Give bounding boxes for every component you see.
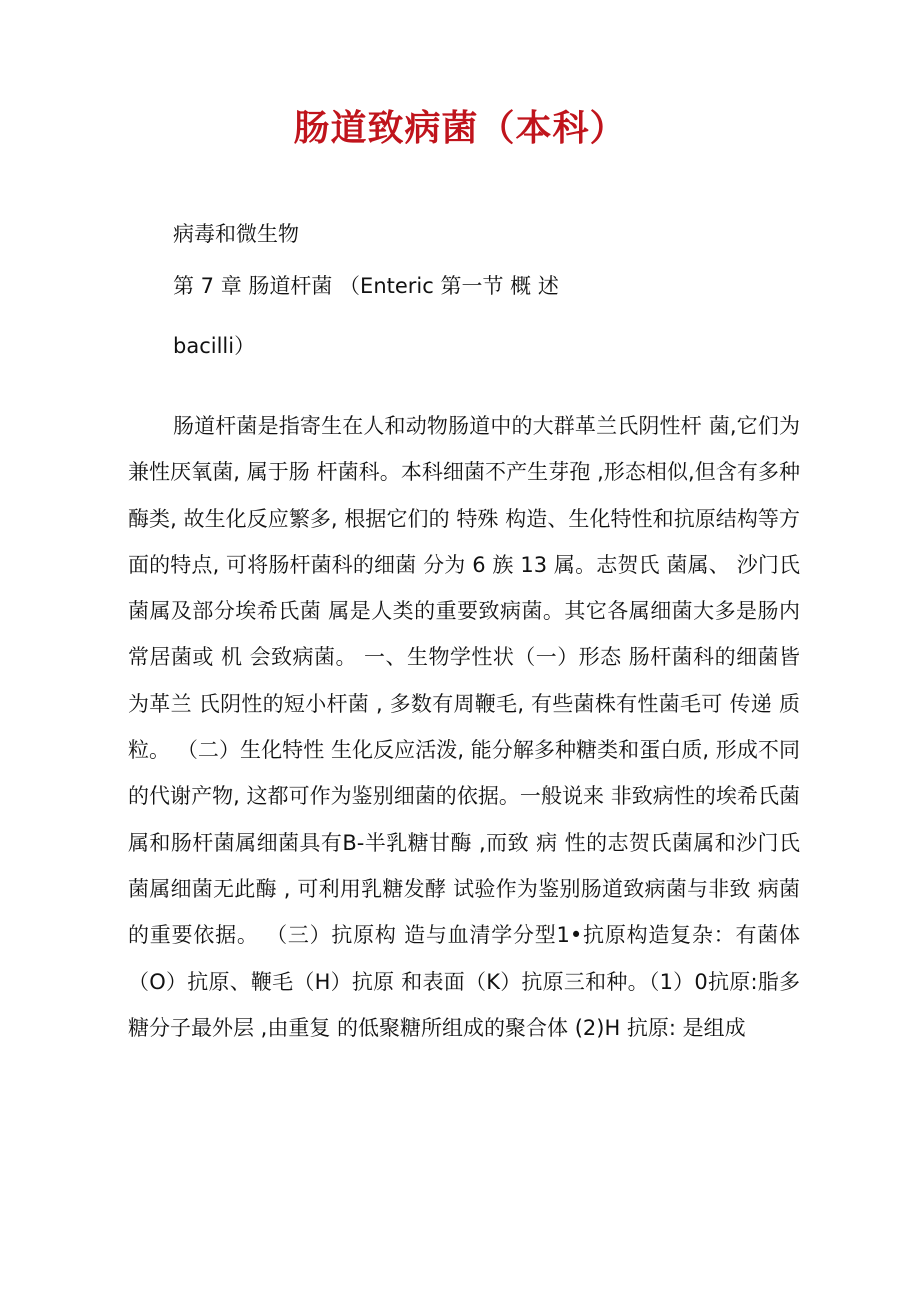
chapter-heading: 第 7 章 肠道杆菌 （Enteric 第一节 概 述	[173, 274, 559, 298]
body-paragraph: 肠道杆菌是指寄生在人和动物肠道中的大群革兰氏阴性杆 菌,它们为兼性厌氧菌, 属于肠 杆菌科。本科细菌不产生芽孢 ,形态相似,但含有多种酶类, 故生化反应繁多, 根据它们的 特殊 构造、生化特性和抗原结构等方面的特点, 可将肠杆菌科的细菌 分为 6 族 13 属。志贺氏 菌属、 沙门氏菌属及部分埃希氏菌 属是人类的重要致病菌。其它各属细菌大多是肠内常居菌或 机 会致病菌。 一、生物学性状（一）形态 肠杆菌科的细菌皆为革兰 氏阴性的短小杆菌 , 多数有周鞭毛, 有些菌株有性菌毛可 传递 质粒。 （二）生化特性 生化反应活泼, 能分解多种糖类和蛋白质, 形成不同的代谢产物, 这都可作为鉴别细菌的依据。一般说来 非致病性的埃希氏菌属和肠杆菌属细菌具有B-半乳糖甘酶 ,而致 病 性的志贺氏菌属和沙门氏菌属细菌无此酶 , 可利用乳糖发酵 试验作为鉴别肠道致病菌与非致 病菌的重要依据。 （三）抗原构 造与血清学分型1•抗原构造复杂：有菌体（O）抗原、鞭毛（H）抗原 和表面（K）抗原三和种。（1）0抗原:脂多糖分子最外层 ,由重复 的低聚糖所组成的聚合体 (2)H 抗原: 是组成	[128, 414, 800, 1040]
chapter-heading-continuation: bacilli）	[173, 334, 256, 358]
document-title: 肠道致病菌（本科）	[293, 108, 627, 149]
document-subtitle: 病毒和微生物	[173, 222, 299, 246]
